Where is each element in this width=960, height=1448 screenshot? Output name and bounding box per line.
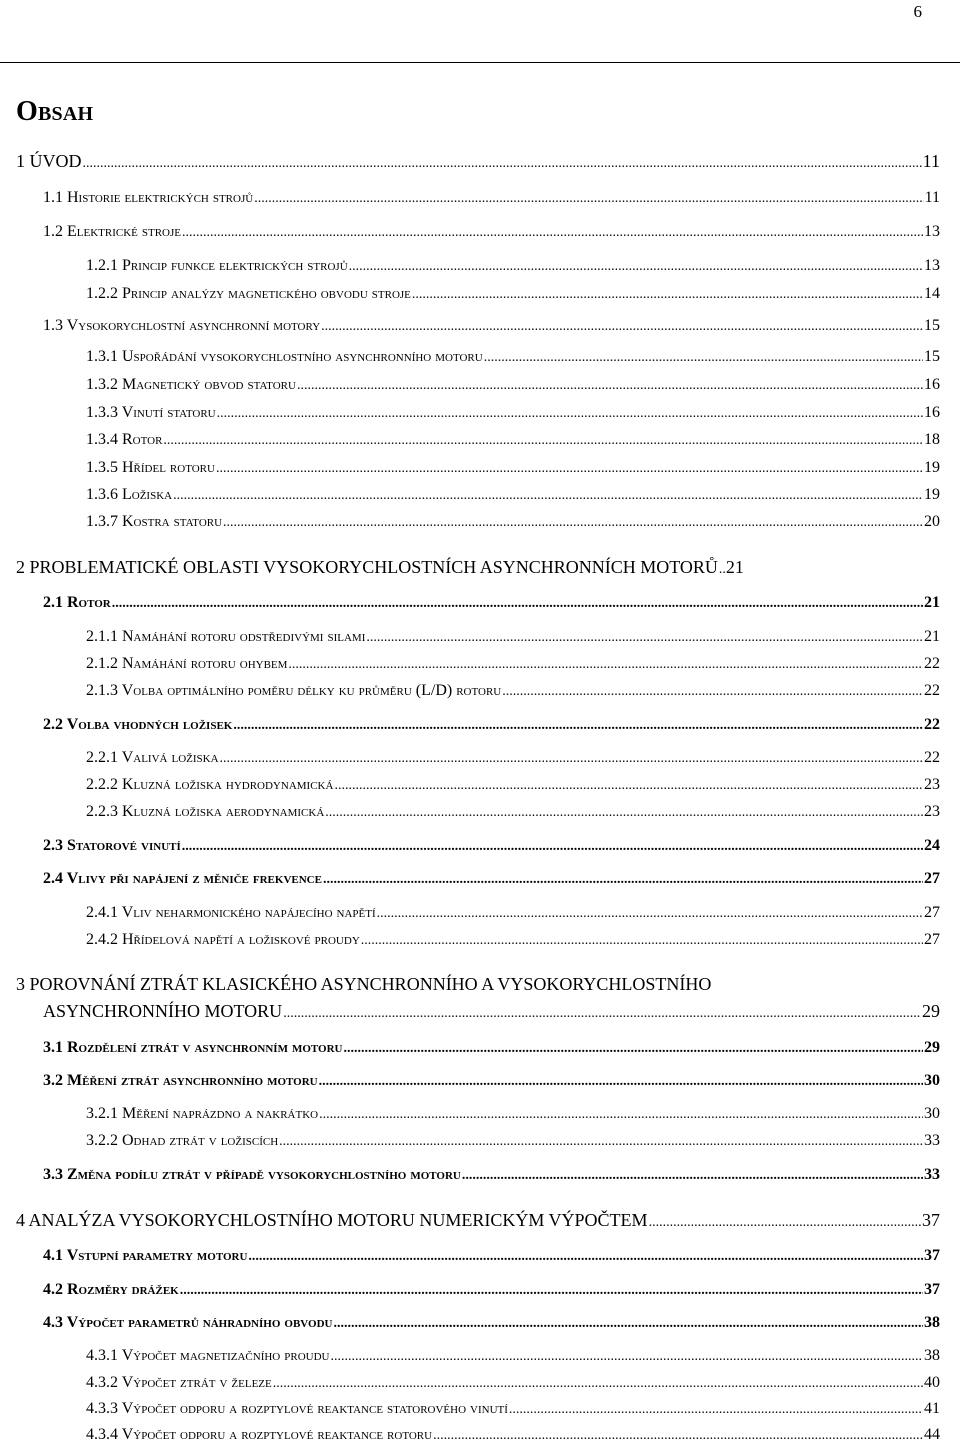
toc-heading: Obsah	[16, 96, 94, 127]
leader-dots	[248, 1247, 923, 1267]
toc-entry-title: 1.2.2 Princip analýzy magnetického obvodu stroje	[86, 285, 411, 302]
toc-entry[interactable]	[43, 1001, 940, 1024]
toc-entry-page: 44	[924, 1426, 940, 1443]
toc-entry-page: 22	[924, 749, 940, 766]
toc-entry-page: 13	[924, 257, 940, 274]
toc-entry-page: 27	[924, 904, 940, 921]
toc-entry-page: 19	[924, 486, 940, 503]
toc-entry-page: 14	[924, 285, 940, 302]
toc-entry-page: 37	[924, 1247, 940, 1264]
toc-entry[interactable]	[86, 284, 940, 305]
toc-entry-page: 40	[924, 1374, 940, 1391]
toc-entry-page: 27	[924, 870, 940, 887]
toc-entry[interactable]	[86, 930, 940, 951]
toc-entry-title: 3.2 Měření ztrát asynchronního motoru	[43, 1072, 318, 1089]
toc-entry-page: 11	[924, 189, 940, 206]
toc-entry[interactable]	[86, 430, 940, 451]
toc-entry-title: 4.2 Rozměry drážek	[43, 1281, 179, 1298]
toc-entry-page: 22	[924, 655, 940, 672]
toc-entry-title: 2.1.3 Volba optimálního poměru délky ku průměru (L/D) rotoru	[86, 682, 502, 699]
leader-dots	[217, 404, 923, 424]
leader-dots	[349, 257, 923, 277]
toc-entry-page: 21	[924, 628, 940, 645]
toc-entry[interactable]	[86, 681, 940, 702]
toc-entry-title: 4.3 Výpočet parametrů náhradního obvodu	[43, 1314, 333, 1331]
leader-dots	[112, 594, 923, 614]
toc-entry[interactable]	[43, 188, 940, 209]
toc-entry-title: 4.1 Vstupní parametry motoru	[43, 1247, 248, 1264]
toc-entry-title: ASYNCHRONNÍHO MOTORU	[43, 1001, 283, 1021]
leader-dots	[319, 1105, 923, 1125]
toc-entry[interactable]	[43, 1280, 940, 1301]
toc-entry-title: 2.3 Statorové vinutí	[43, 837, 181, 854]
toc-entry-page: 15	[924, 348, 940, 365]
toc-entry-title: 4.3.3 Výpočet odporu a rozptylové reaktance statorového vinutí	[86, 1400, 508, 1417]
toc-entry[interactable]	[43, 1071, 940, 1092]
toc-entry[interactable]	[43, 1246, 940, 1267]
toc-entry-page: 27	[924, 931, 940, 948]
toc-entry[interactable]	[86, 775, 940, 796]
toc-entry[interactable]	[86, 1425, 940, 1446]
toc-entry-page: 22	[924, 716, 940, 733]
leader-dots	[273, 1374, 923, 1394]
leader-dots	[377, 904, 923, 924]
toc-entry-page: 38	[924, 1314, 940, 1331]
leader-dots	[83, 154, 922, 174]
leader-dots	[649, 1213, 921, 1233]
toc-entry-page: 18	[924, 431, 940, 448]
toc-entry-page: 33	[924, 1166, 940, 1183]
leader-dots	[323, 870, 923, 890]
leader-dots	[334, 776, 923, 796]
toc-entry-title: 3.2.1 Měření naprázdno a nakrátko	[86, 1105, 319, 1122]
toc-entry-title: 1.1 Historie elektrických strojů	[43, 189, 254, 206]
toc-entry-title-line1: 3 POROVNÁNÍ ZTRÁT KLASICKÉHO ASYNCHRONNÍHO A VYSOKORYCHLOSTNÍHO	[16, 974, 712, 994]
toc-entry[interactable]	[86, 347, 940, 368]
leader-dots	[182, 837, 923, 857]
leader-dots	[509, 1400, 923, 1420]
toc-entry[interactable]	[43, 1038, 940, 1059]
toc-entry-title: 3.3 Změna podílu ztrát v případě vysokorychlostního motoru	[43, 1166, 461, 1183]
page-number: 6	[913, 2, 922, 21]
leader-dots	[333, 1314, 923, 1334]
toc-entry[interactable]	[43, 715, 940, 736]
toc-entry-title: 4.3.4 Výpočet odporu a rozptylové reaktance rotoru	[86, 1426, 433, 1443]
toc-entry[interactable]	[86, 403, 940, 424]
toc-entry[interactable]	[43, 869, 940, 890]
toc-entry[interactable]	[86, 1104, 940, 1125]
toc-entry-title: 1.3.1 Uspořádání vysokorychlostního asynchronního motoru	[86, 348, 483, 365]
toc-entry[interactable]	[86, 256, 940, 277]
toc-entry-page: 30	[924, 1105, 940, 1122]
toc-entry[interactable]	[86, 1373, 940, 1394]
toc-entry-page: 38	[924, 1347, 940, 1364]
toc-entry-title: 2.4.1 Vliv neharmonického napájecího napětí	[86, 904, 376, 921]
toc-entry-title: 2.2.2 Kluzná ložiska hydrodynamická	[86, 776, 334, 793]
toc-entry[interactable]	[43, 836, 940, 857]
leader-dots	[254, 189, 923, 209]
toc-entry[interactable]	[86, 654, 940, 675]
leader-dots	[297, 376, 923, 396]
leader-dots	[325, 803, 923, 823]
leader-dots	[433, 1426, 923, 1446]
toc-entry[interactable]	[43, 593, 940, 614]
leader-dots	[361, 931, 923, 951]
toc-entry[interactable]	[86, 802, 940, 823]
toc-entry[interactable]	[86, 748, 940, 769]
toc-entry-title: 2.2.3 Kluzná ložiska aerodynamická	[86, 803, 325, 820]
toc-entry-title: 2 PROBLEMATICKÉ OBLASTI VYSOKORYCHLOSTNÍCH ASYNCHRONNÍCH MOTORŮ	[16, 557, 718, 577]
toc-entry-title: 4.3.1 Výpočet magnetizačního proudu	[86, 1347, 330, 1364]
toc-entry-title: 2.2.1 Valivá ložiska	[86, 749, 219, 766]
toc-entry[interactable]	[16, 557, 940, 580]
leader-dots	[283, 1004, 921, 1024]
toc-entry-page: 41	[924, 1400, 940, 1417]
leader-dots	[321, 317, 923, 337]
toc-entry[interactable]	[43, 316, 940, 337]
leader-dots	[319, 1072, 923, 1092]
toc-entry-page: 23	[924, 803, 940, 820]
toc-entry-page: 15	[924, 317, 940, 334]
toc-entry[interactable]	[16, 1210, 940, 1233]
toc-entry-title: 2.1 Rotor	[43, 594, 111, 611]
toc-entry-title: 3.1 Rozdělení ztrát v asynchronním motoru	[43, 1039, 343, 1056]
leader-dots	[484, 348, 923, 368]
leader-dots	[719, 560, 725, 580]
toc-entry-title: 2.4 Vlivy při napájení z měniče frekvence	[43, 870, 322, 887]
leader-dots	[163, 431, 923, 451]
toc-entry-title: 2.4.2 Hřídelová napětí a ložiskové proudy	[86, 931, 360, 948]
leader-dots	[180, 1281, 923, 1301]
toc-entry-title: 4.3.2 Výpočet ztrát v železe	[86, 1374, 272, 1391]
toc-entry[interactable]	[43, 1165, 940, 1186]
toc-entry[interactable]	[86, 512, 940, 533]
toc-entry-title: 1.3.7 Kostra statoru	[86, 513, 223, 530]
toc-entry-page: 16	[924, 404, 940, 421]
toc-entry-page: 33	[924, 1132, 940, 1149]
toc-entry[interactable]	[43, 222, 940, 243]
leader-dots	[216, 459, 923, 479]
toc-entry-page: 13	[924, 223, 940, 240]
toc-entry-title: 1.3.3 Vinutí statoru	[86, 404, 216, 421]
toc-entry-page: 21	[924, 594, 940, 611]
leader-dots	[331, 1347, 924, 1367]
leader-dots	[462, 1166, 923, 1186]
leader-dots	[279, 1132, 923, 1152]
leader-dots	[412, 285, 923, 305]
toc-entry[interactable]	[86, 375, 940, 396]
toc-entry-title: 1.2.1 Princip funkce elektrických strojů	[86, 257, 348, 274]
toc-entry-page: 30	[924, 1072, 940, 1089]
toc-entry[interactable]	[86, 1131, 940, 1152]
toc-entry-title: 1.2 Elektrické stroje	[43, 223, 181, 240]
leader-dots	[220, 749, 923, 769]
toc-entry-page: 29	[924, 1039, 940, 1056]
toc-entry-title: 4 ANALÝZA VYSOKORYCHLOSTNÍHO MOTORU NUMERICKÝM VÝPOČTEM	[16, 1210, 648, 1230]
toc-entry-page: 20	[924, 513, 940, 530]
toc-entry-page: 24	[924, 837, 940, 854]
leader-dots	[502, 682, 923, 702]
toc-entry-page: 21	[725, 557, 744, 577]
toc-entry[interactable]	[86, 627, 940, 648]
toc-entry-page: 16	[924, 376, 940, 393]
leader-dots	[173, 486, 923, 506]
toc-entry-page: 29	[922, 1001, 940, 1021]
toc-entry[interactable]	[16, 151, 940, 174]
leader-dots	[366, 628, 923, 648]
toc-entry-title: 1.3.4 Rotor	[86, 431, 163, 448]
leader-dots	[344, 1039, 924, 1059]
leader-dots	[182, 223, 923, 243]
toc-entry-page: 19	[924, 459, 940, 476]
leader-dots	[233, 716, 923, 736]
toc-entry[interactable]	[86, 485, 940, 506]
toc-entry-title: 1.3.5 Hřídel rotoru	[86, 459, 215, 476]
toc-entry-title: 2.2 Volba vhodných ložisek	[43, 716, 233, 733]
toc-entry[interactable]	[86, 1399, 940, 1420]
toc-entry[interactable]	[86, 458, 940, 479]
toc-entry-page: 37	[922, 1210, 940, 1230]
toc-entry-title: 1 ÚVOD	[16, 151, 82, 171]
toc-entry[interactable]	[43, 1313, 940, 1334]
toc-entry[interactable]	[86, 1346, 940, 1367]
toc-entry-page: 11	[922, 151, 940, 171]
leader-dots	[288, 655, 923, 675]
toc-entry-title: 1.3.6 Ložiska	[86, 486, 173, 503]
toc-entry-page: 23	[924, 776, 940, 793]
toc-entry-title: 1.3 Vysokorychlostní asynchronní motory	[43, 317, 321, 334]
toc-entry-page: 37	[924, 1281, 940, 1298]
toc-entry-title: 2.1.1 Namáhání rotoru odstředivými silami	[86, 628, 366, 645]
toc-entry-title: 3.2.2 Odhad ztrát v ložiscích	[86, 1132, 279, 1149]
leader-dots	[223, 513, 923, 533]
toc-entry[interactable]	[86, 903, 940, 924]
toc-entry-title: 1.3.2 Magnetický obvod statoru	[86, 376, 296, 393]
toc-entry-title: 2.1.2 Namáhání rotoru ohybem	[86, 655, 288, 672]
toc-entry-page: 22	[924, 682, 940, 699]
